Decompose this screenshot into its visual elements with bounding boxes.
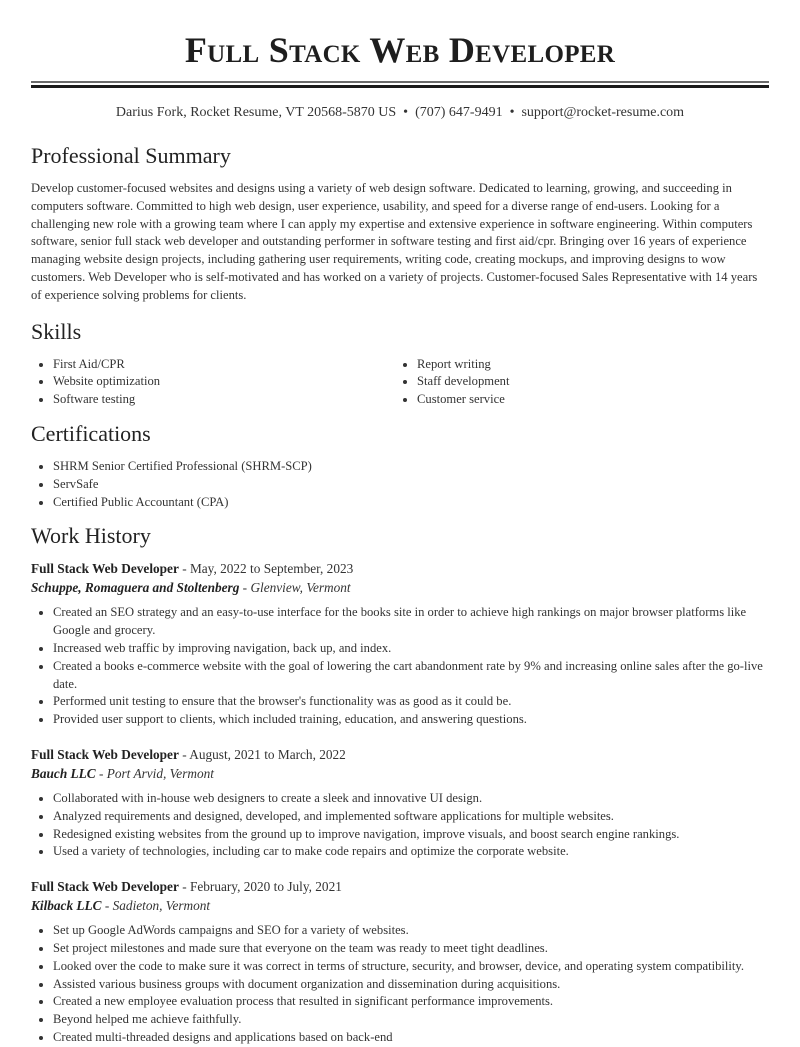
company-line: Schuppe, Romaguera and Stoltenberg - Glenview, Vermont [31, 580, 351, 596]
duty-item: • Looked over the code to make sure it was correct in terms of structure, security, and browser, device, and operating system compatibility. [53, 958, 769, 976]
bullet-separator: • [509, 105, 515, 120]
duty-item: • Assisted various business groups with document organization and dissemination during acquisitions. [53, 976, 769, 994]
skill-item: • First Aid/CPR [53, 356, 395, 374]
skill-item: • Customer service [417, 391, 759, 409]
resume-title: Full Stack Web Developer [184, 30, 616, 70]
contact-address: Darius Fork, Rocket Resume, VT 20568-5870 US [115, 105, 397, 120]
job-duties [31, 790, 769, 861]
duty-item: • Created a new employee evaluation process that resulted in significant performance improvements. [53, 993, 769, 1011]
duty-item: • Created multi-threaded designs and applications based on back-end [53, 1029, 769, 1047]
certification-item: • SHRM Senior Certified Professional (SHRM-SCP) [53, 458, 769, 476]
skill-item: • Report writing [417, 356, 759, 374]
duty-item: • Redesigned existing websites from the ground up to improve navigation, improve visuals, and boost search engine rankings. [53, 826, 769, 844]
duty-item: • Performed unit testing to ensure that the browser's functionality was as good as it could be. [53, 693, 769, 711]
job-entry [31, 745, 769, 861]
job-entry [31, 559, 769, 729]
duty-item: • Used a variety of technologies, including car to make code repairs and optimize the corporate website. [53, 843, 769, 861]
duty-item: • Created an SEO strategy and an easy-to-use interface for the books site in order to achieve high rankings on major browser platforms like Google and grocery. [53, 604, 769, 640]
job-location: Sadieton, Vermont [112, 898, 211, 914]
skills-list-left [31, 356, 395, 409]
skill-item: • Website optimization [53, 373, 395, 391]
job-title: Full Stack Web Developer [31, 561, 179, 577]
job-dates: May, 2022 to September, 2023 [189, 561, 354, 577]
contact-line [31, 103, 769, 123]
job-duties [31, 604, 769, 729]
skill-item: • Staff development [417, 373, 759, 391]
bullet-separator: • [403, 105, 409, 120]
job-title-line: Full Stack Web Developer - August, 2021 to March, 2022 [31, 746, 346, 762]
company-name: Kilback LLC [31, 898, 102, 914]
job-location: Port Arvid, Vermont [106, 765, 214, 781]
job-title-line: Full Stack Web Developer - May, 2022 to September, 2023 [31, 561, 354, 577]
summary-text: Develop customer-focused websites and designs using a variety of web design software. Dedicated to learning, growing, and succeeding in computers software. Committed to high web design, user experience, usability, and speed for a diverse range of end-users. Looking for a challenging new role with a growing team where I can apply my expertise and extensive experience in software engineering. Within computers software, senior full stack web developer and outstanding performer in software testing and first aid/cpr. Bringing over 16 years of experience managing website design projects, including gathering user requirements, writing code, creating mockups, and improving designs to wow customers. Web Developer who is self-motivated and has worked on a variety of projects. Customer-focused Sales Representative with 14 years of experience solving problems for clients. [31, 181, 758, 302]
contact-phone: (707) 647-9491 [415, 105, 503, 120]
skills-columns [31, 356, 769, 409]
rule-thick [31, 85, 769, 88]
job-title: Full Stack Web Developer [31, 746, 179, 762]
job-title: Full Stack Web Developer [31, 879, 179, 895]
certifications-heading: Certifications [31, 420, 151, 446]
job-entry [31, 877, 769, 1047]
duty-item: • Analyzed requirements and designed, developed, and implemented software applications for multiple websites. [53, 808, 769, 826]
company-name: Bauch LLC [31, 765, 96, 781]
company-name: Schuppe, Romaguera and Stoltenberg [31, 580, 240, 596]
duty-item: • Set up Google AdWords campaigns and SEO for a variety of websites. [53, 922, 769, 940]
company-line: Bauch LLC - Port Arvid, Vermont [31, 765, 214, 781]
duty-item: • Increased web traffic by improving navigation, back up, and index. [53, 640, 769, 658]
job-title-line: Full Stack Web Developer - February, 2020 to July, 2021 [31, 879, 342, 895]
job-dates: August, 2021 to March, 2022 [189, 746, 346, 762]
summary-heading: Professional Summary [31, 143, 231, 168]
duty-item: • Collaborated with in-house web designers to create a sleek and innovative UI design. [53, 790, 769, 808]
job-dates: February, 2020 to July, 2021 [189, 879, 342, 895]
job-location: Glenview, Vermont [250, 580, 351, 596]
company-line: Kilback LLC - Sadieton, Vermont [31, 898, 211, 914]
skills-list-right [395, 356, 759, 409]
header-double-rule [31, 81, 769, 88]
work-history-heading: Work History [31, 523, 151, 549]
duty-item: • Provided user support to clients, which included training, education, and answering questions. [53, 711, 769, 729]
certification-item: • ServSafe [53, 476, 769, 494]
contact-email: support@rocket-resume.com [521, 105, 685, 120]
duty-item: • Beyond helped me achieve faithfully. [53, 1011, 769, 1029]
certification-item: • Certified Public Accountant (CPA) [53, 494, 769, 512]
job-duties [31, 922, 769, 1047]
skill-item: • Software testing [53, 391, 395, 409]
skills-heading: Skills [31, 318, 82, 344]
duty-item: • Created a books e-commerce website with the goal of lowering the cart abandonment rate by 9% and increasing online sales after the go-live date. [53, 658, 769, 694]
duty-item: • Set project milestones and made sure that everyone on the team was ready to meet tight deadlines. [53, 940, 769, 958]
certifications-list [31, 458, 769, 511]
